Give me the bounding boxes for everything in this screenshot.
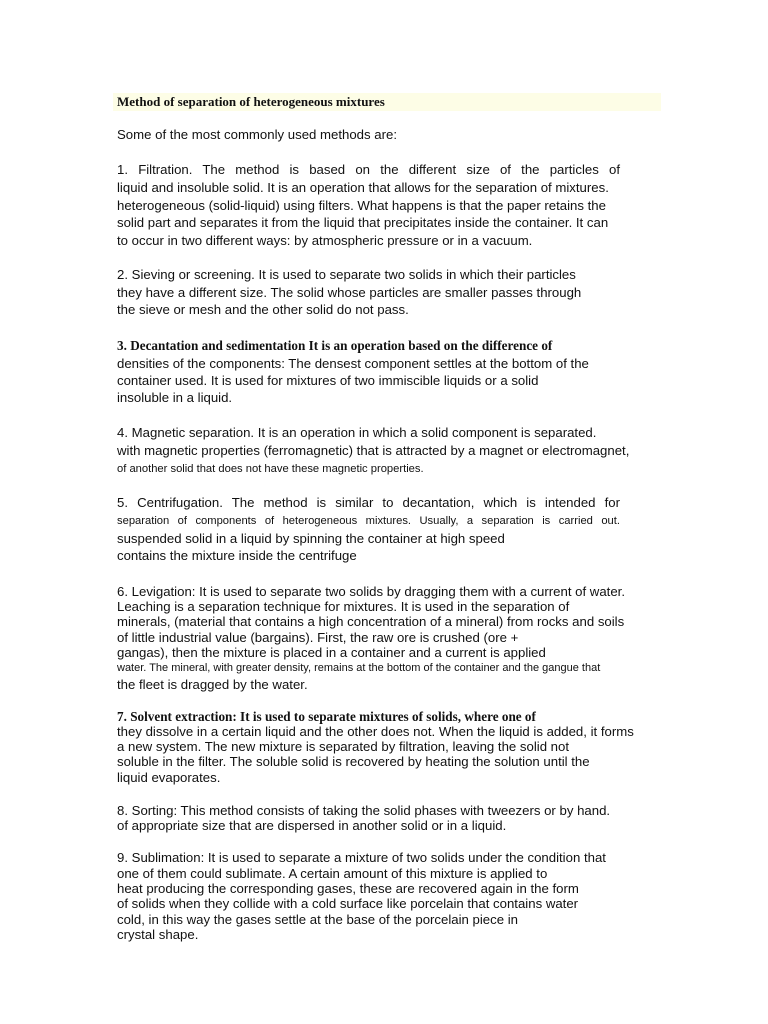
levigation-line-4: of little industrial value (bargains). First, the raw ore is crushed (ore + — [117, 630, 519, 645]
levigation-line-1: 6. Levigation: It is used to separate two solids by dragging them with a current of water. — [117, 584, 625, 599]
solvent-heading-line: 7. Solvent extraction: It is used to separate mixtures of solids, where one of — [117, 709, 536, 724]
filtration-line-4: solid part and separates it from the liquid that precipitates inside the container. It can — [117, 215, 609, 230]
levigation-line-3: minerals, (material that contains a high concentration of a mineral) from rocks and soils — [117, 614, 625, 629]
document-title: Method of separation of heterogeneous mixtures — [117, 94, 385, 109]
solvent-line-3: a new system. The new mixture is separated by filtration, leaving the solid not — [117, 739, 570, 754]
intro-text: Some of the most commonly used methods are: — [117, 127, 397, 142]
solvent-line-2: they dissolve in a certain liquid and the other does not. When the liquid is added, it forms — [117, 724, 634, 739]
centrifugation-line-2: separation of components of heterogeneous mixtures. Usually, a separation is carried out. — [117, 515, 620, 527]
decantation-heading-line: 3. Decantation and sedimentation It is an operation based on the difference of — [117, 338, 553, 353]
decantation-line-3: container used. It is used for mixtures of two immiscible liquids or a solid — [117, 373, 539, 388]
levigation-line-2: Leaching is a separation technique for mixtures. It is used in the separation of — [117, 599, 570, 614]
levigation-line-6: water. The mineral, with greater density, remains at the bottom of the container and the gangue that — [117, 662, 601, 674]
sublimation-line-5: cold, in this way the gases settle at the base of the porcelain piece in — [117, 912, 518, 927]
decantation-line-2: densities of the components: The densest component settles at the bottom of the — [117, 356, 589, 371]
sublimation-line-2: one of them could sublimate. A certain amount of this mixture is applied to — [117, 866, 548, 881]
magnetic-line-1: 4. Magnetic separation. It is an operation in which a solid component is separated. — [117, 425, 597, 440]
levigation-line-5: gangas), then the mixture is placed in a container and a current is applied — [117, 645, 546, 660]
centrifugation-line-1: 5. Centrifugation. The method is similar to decantation, which is intended for — [117, 495, 620, 510]
centrifugation-line-4: contains the mixture inside the centrifuge — [117, 548, 357, 563]
decantation-line-4: insoluble in a liquid. — [117, 390, 233, 405]
solvent-line-5: liquid evaporates. — [117, 770, 221, 785]
sorting-line-1: 8. Sorting: This method consists of taking the solid phases with tweezers or by hand. — [117, 803, 611, 818]
sublimation-line-3: heat producing the corresponding gases, these are recovered again in the form — [117, 881, 579, 896]
sieving-line-3: the sieve or mesh and the other solid do not pass. — [117, 302, 409, 317]
magnetic-line-3: of another solid that does not have these magnetic properties. — [117, 463, 424, 475]
solvent-line-4: soluble in the filter. The soluble solid is recovered by heating the solution until the — [117, 754, 590, 769]
filtration-line-3: heterogeneous (solid-liquid) using filters. What happens is that the paper retains the — [117, 198, 606, 213]
filtration-line-1: 1. Filtration. The method is based on the different size of the particles of — [117, 162, 620, 177]
sublimation-line-4: of solids when they collide with a cold surface like porcelain that contains water — [117, 896, 579, 911]
levigation-line-7: the fleet is dragged by the water. — [117, 677, 308, 692]
centrifugation-line-3: suspended solid in a liquid by spinning the container at high speed — [117, 531, 505, 546]
sorting-line-2: of appropriate size that are dispersed in another solid or in a liquid. — [117, 818, 507, 833]
sublimation-line-6: crystal shape. — [117, 927, 199, 942]
filtration-line-5: to occur in two different ways: by atmospheric pressure or in a vacuum. — [117, 233, 533, 248]
magnetic-line-2: with magnetic properties (ferromagnetic) that is attracted by a magnet or electromagnet, — [117, 443, 630, 458]
filtration-line-2: liquid and insoluble solid. It is an operation that allows for the separation of mixtures. — [117, 180, 609, 195]
sublimation-line-1: 9. Sublimation: It is used to separate a mixture of two solids under the condition that — [117, 850, 606, 865]
sieving-line-2: they have a different size. The solid whose particles are smaller passes through — [117, 285, 582, 300]
sieving-line-1: 2. Sieving or screening. It is used to separate two solids in which their particles — [117, 267, 576, 282]
